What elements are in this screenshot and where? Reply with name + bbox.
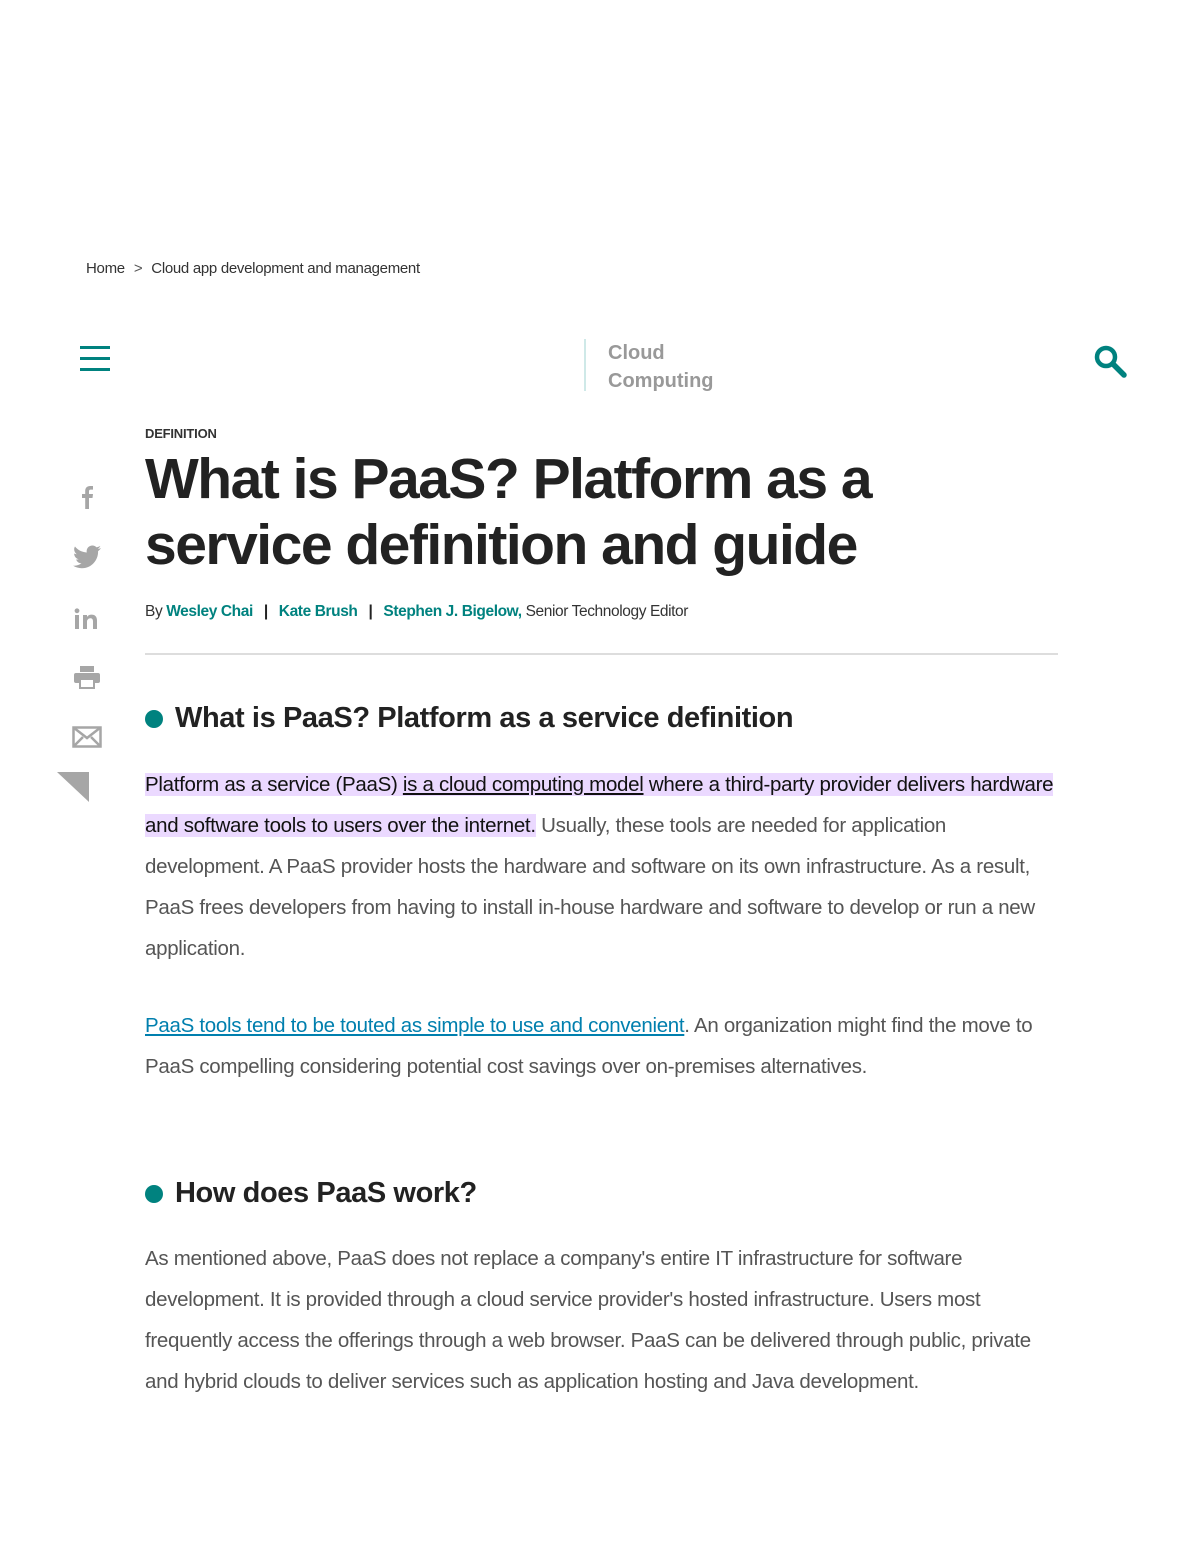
author-link-1[interactable]: Wesley Chai [166, 603, 253, 620]
highlight-part-a: Platform as a service (PaaS) [145, 773, 403, 796]
breadcrumb-separator: > [133, 260, 143, 277]
breadcrumb-section-link[interactable]: Cloud app development and management [151, 260, 420, 277]
paragraph-how-it-works: As mentioned above, PaaS does not replace a company's entire IT infrastructure for software development. It is provided through a cloud service provider's hosted infrastructure. Users most frequently access the offerings through a web browser. PaaS can be delivered through public, private and hybrid clouds to deliver services such as application hosting and Java development. [145, 1247, 1031, 1393]
paas-tools-link[interactable]: PaaS tools tend to be touted as simple to use and convenient [145, 1014, 685, 1037]
cloud-computing-model-link[interactable]: is a cloud computing model [402, 773, 644, 796]
section-heading-definition [145, 702, 793, 735]
site-name-line2: Computing [608, 370, 714, 392]
paragraph-paas-tools [145, 1005, 1060, 1087]
print-icon[interactable] [70, 662, 104, 692]
author-link-2[interactable]: Kate Brush [278, 603, 358, 620]
site-name-line1: Cloud [608, 342, 665, 364]
breadcrumb [86, 260, 420, 277]
header-divider [145, 653, 1058, 655]
paragraph-rest: . An organization might find the move to PaaS compelling considering potential cost savings over on-premises alternatives. [145, 1014, 1033, 1078]
highlight-part-b: where a third-party provider delivers hardware and software tools to users over the internet. [145, 773, 1054, 837]
byline [145, 603, 688, 621]
facebook-icon[interactable] [70, 482, 104, 512]
paragraph-definition [145, 764, 1060, 969]
bullet-dot-icon [145, 1185, 163, 1203]
article-kicker: DEFINITION [145, 426, 217, 441]
byline-divider: | [368, 603, 373, 620]
author-title: Senior Technology Editor [525, 603, 689, 620]
hamburger-menu-icon[interactable] [80, 346, 110, 372]
linkedin-icon[interactable] [70, 604, 104, 634]
section-heading-how-it-works [145, 1177, 477, 1210]
article-title-line2: service definition and guide [145, 513, 857, 577]
article-title [145, 446, 945, 578]
byline-by: By [145, 603, 163, 620]
section-heading-text: What is PaaS? Platform as a service definition [175, 702, 794, 734]
byline-divider: | [263, 603, 268, 620]
breadcrumb-home-link[interactable]: Home [86, 260, 125, 277]
site-divider [584, 339, 586, 391]
author-link-3[interactable]: Stephen J. Bigelow, [383, 603, 522, 620]
bullet-dot-icon [145, 710, 163, 728]
site-name-link[interactable] [608, 339, 748, 395]
collapse-triangle-icon[interactable] [54, 768, 94, 804]
paragraph-rest: Usually, these tools are needed for application development. A PaaS provider hosts the hardware and software on its own infrastructure. As a result, PaaS frees developers from having to install in-house hardware and software to develop or run a new application. [145, 814, 1035, 960]
article-title-line1: What is PaaS? Platform as a [145, 447, 872, 511]
twitter-icon[interactable] [70, 542, 104, 572]
search-icon[interactable] [1092, 343, 1128, 379]
email-icon[interactable] [70, 722, 104, 752]
section-heading-text: How does PaaS work? [175, 1177, 477, 1209]
